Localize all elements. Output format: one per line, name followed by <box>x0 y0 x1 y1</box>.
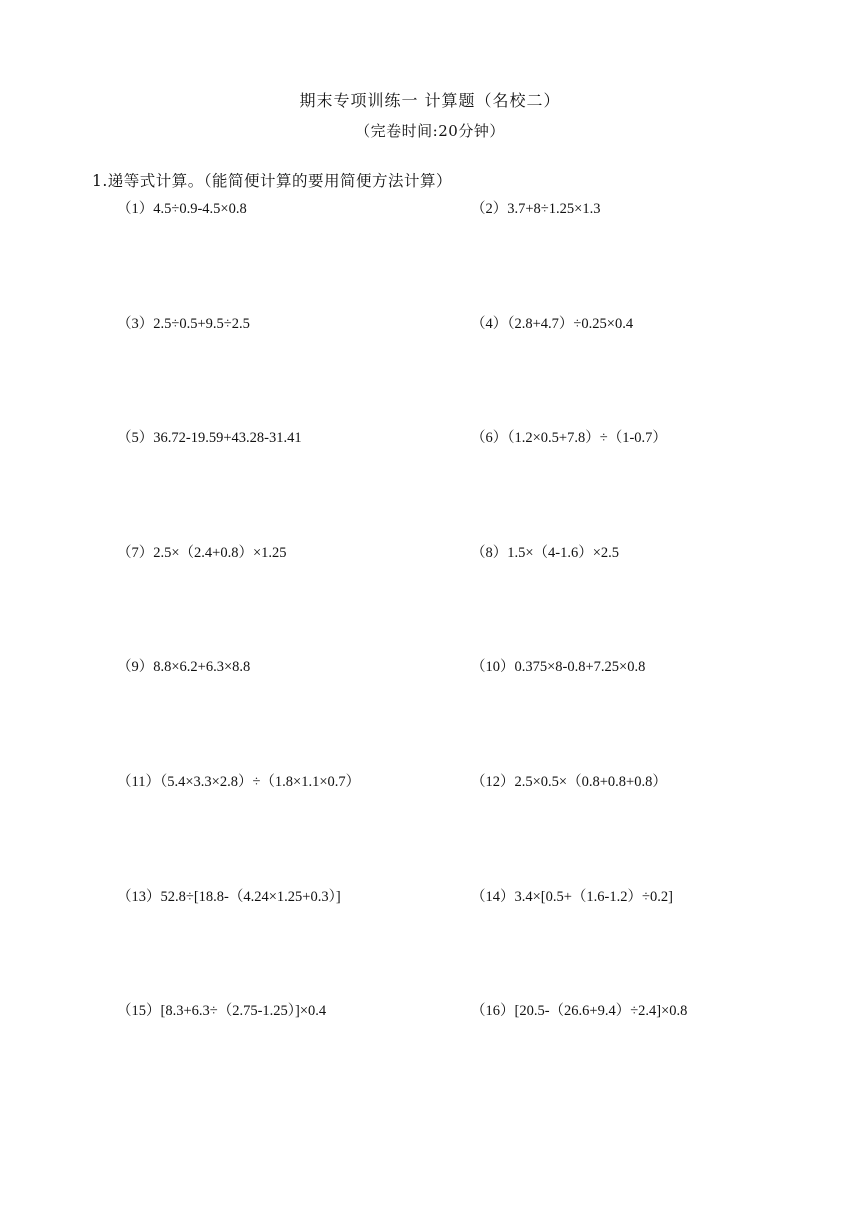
problem-number: （1） <box>117 201 154 217</box>
problem-item <box>117 887 471 1002</box>
problem-expression: 36.72-19.59+43.28-31.41 <box>153 430 302 447</box>
problem-expression: 4.5÷0.9-4.5×0.8 <box>153 201 247 217</box>
problem-expression: 3.7+8÷1.25×1.3 <box>507 201 601 217</box>
problem-number: （14） <box>471 888 515 905</box>
problem-number: （12） <box>471 773 515 790</box>
problem-number: （3） <box>117 315 154 332</box>
problem-expression: 0.375×8-0.8+7.25×0.8 <box>514 659 646 676</box>
problem-item <box>117 1001 471 1116</box>
problem-item <box>117 199 471 314</box>
problem-number: （15） <box>117 1003 161 1020</box>
problem-item <box>471 772 817 887</box>
problem-expression: （1.2×0.5+7.8）÷（1-0.7） <box>507 430 667 447</box>
problem-item <box>471 1001 817 1116</box>
problem-expression: 8.8×6.2+6.3×8.8 <box>153 659 251 676</box>
problem-expression: 2.5×（2.4+0.8）×1.25 <box>153 544 287 561</box>
problem-item <box>471 543 817 658</box>
problem-number: （9） <box>117 659 154 676</box>
problem-number: （16） <box>471 1003 515 1020</box>
problem-item <box>471 199 817 314</box>
problem-item <box>117 543 471 658</box>
problem-number: （5） <box>117 430 154 447</box>
problem-expression: [20.5-（26.6+9.4）÷2.4]×0.8 <box>514 1003 688 1020</box>
problem-expression: 2.5×0.5×（0.8+0.8+0.8） <box>514 773 667 790</box>
problem-item <box>471 657 817 772</box>
problem-item <box>117 772 471 887</box>
problem-number: （10） <box>471 659 515 676</box>
page-title: 期末专项训练一 计算题（名校二） <box>299 91 561 110</box>
problem-item <box>471 887 817 1002</box>
problem-number: （6） <box>471 430 508 447</box>
problem-expression: （5.4×3.3×2.8）÷（1.8×1.1×0.7） <box>159 773 361 790</box>
problem-item <box>117 428 471 543</box>
problem-number: （7） <box>117 544 154 561</box>
problem-expression: 2.5÷0.5+9.5÷2.5 <box>153 315 250 332</box>
problem-item <box>471 428 817 543</box>
problem-expression: 1.5×（4-1.6）×2.5 <box>507 544 620 561</box>
problem-number: （2） <box>471 201 508 217</box>
problem-item <box>471 314 817 429</box>
problem-number: （4） <box>471 315 508 332</box>
problem-number: （11） <box>117 773 160 790</box>
time-limit-subtitle: （完卷时间:20分钟） <box>355 122 505 140</box>
problem-expression: （2.8+4.7）÷0.25×0.4 <box>507 315 634 332</box>
problem-number: （8） <box>471 544 508 561</box>
problem-expression: [8.3+6.3÷（2.75-1.25）]×0.4 <box>160 1003 327 1020</box>
problem-item <box>117 657 471 772</box>
problem-grid <box>117 199 817 1116</box>
problem-number: （13） <box>117 888 161 905</box>
problem-item <box>117 314 471 429</box>
problem-expression: 3.4×[0.5+（1.6-1.2）÷0.2] <box>514 888 673 905</box>
section-heading: 1.递等式计算。（能简便计算的要用简便方法计算） <box>92 172 453 190</box>
problem-expression: 52.8÷[18.8-（4.24×1.25+0.3）] <box>160 888 341 905</box>
